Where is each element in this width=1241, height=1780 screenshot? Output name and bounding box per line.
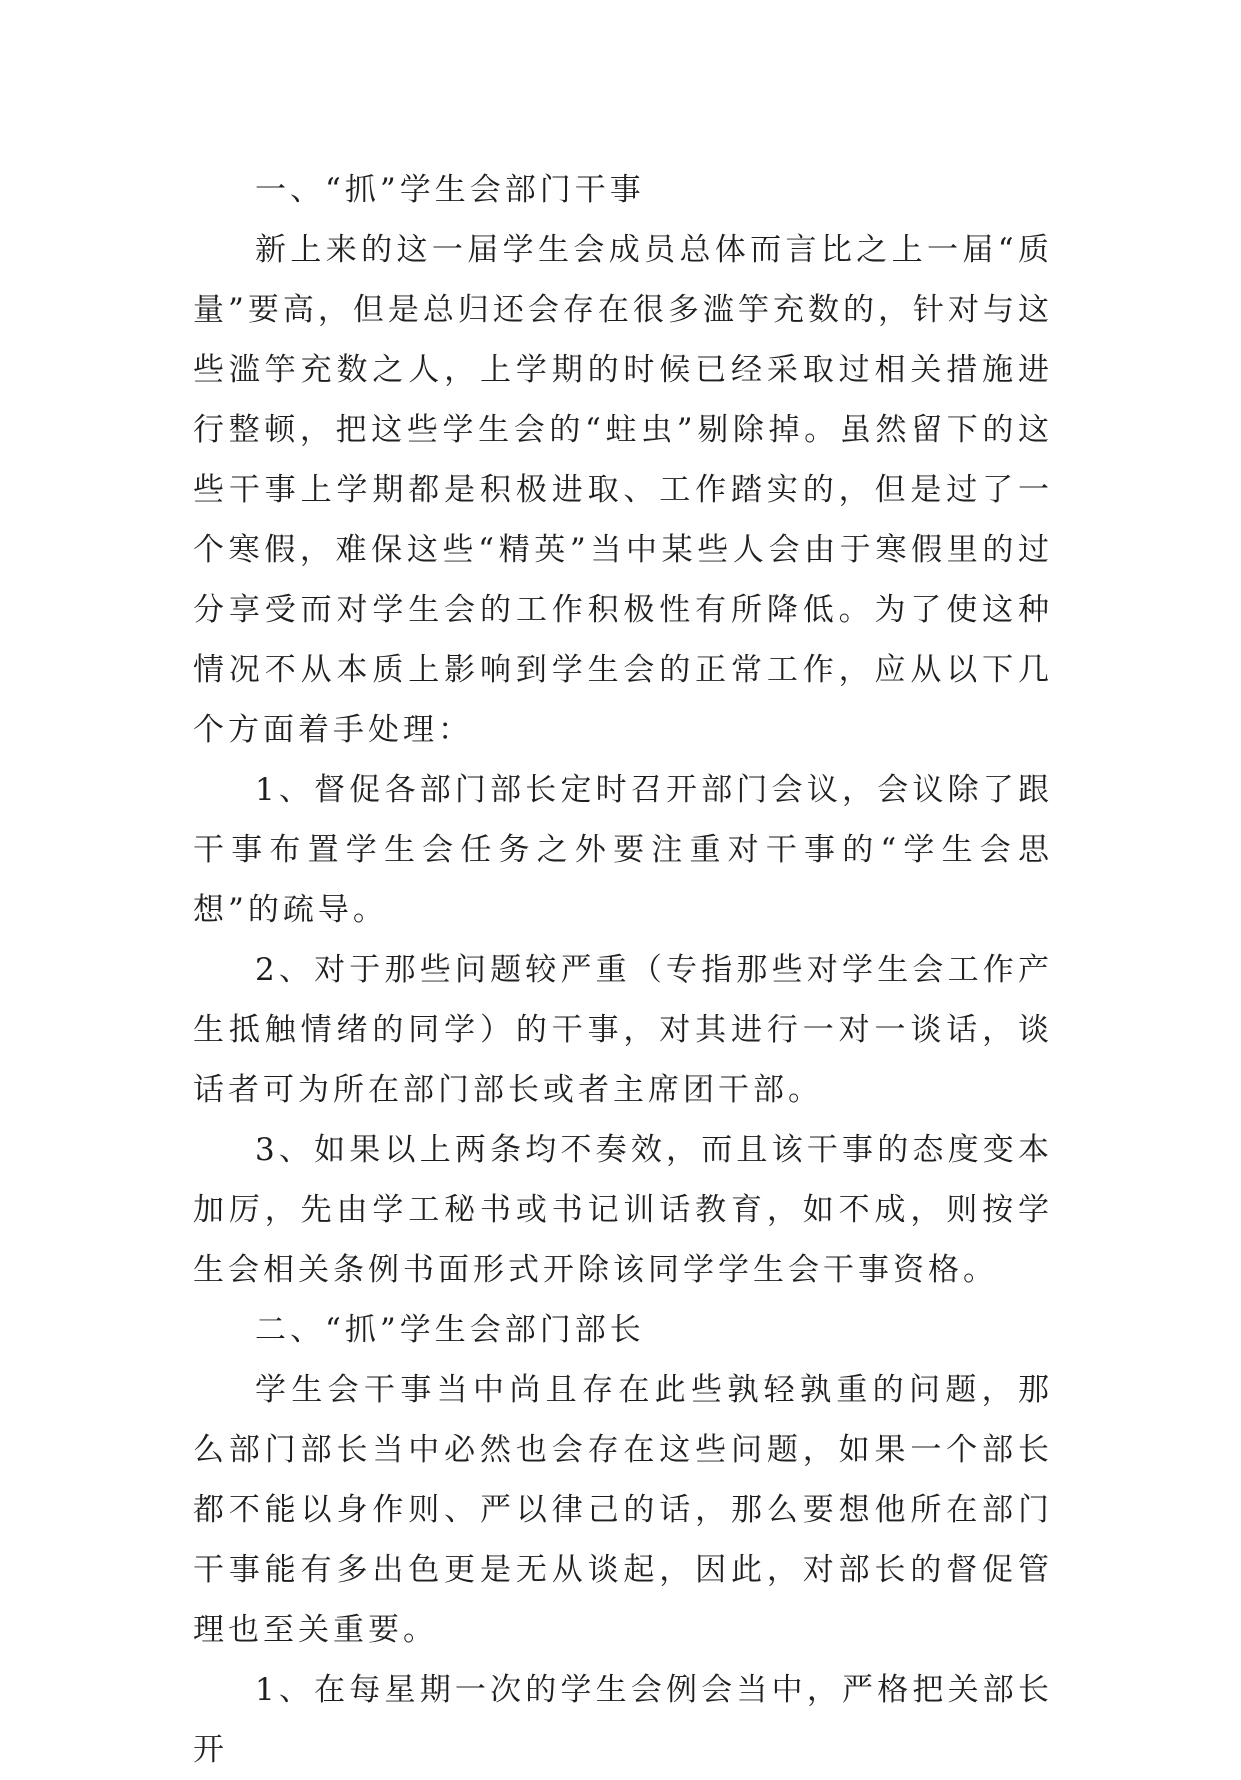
paragraph-intro: 新上来的这一届学生会成员总体而言比之上一届“质量”要高，但是总归还会存在很多滥竽充数的，针对与这些滥竽充数之人，上学期的时候已经采取过相关措施进行整顿，把这些学生会的“蛀虫”剔除掉。虽然留下的这些干事上学期都是积极进取、工作踏实的，但是过了一个寒假，难保这些“精英”当中某些人会由于寒假里的过分享受而对学生会的工作积极性有所降低。为了使这种情况不从本质上影响到学生会的正常工作，应从以下几个方面着手处理：	[193, 232, 1053, 748]
list-item-3: 3、如果以上两条均不奏效，而且该干事的态度变本加厉，先由学工秘书或书记训话教育，如不成，则按学生会相关条例书面形式开除该同学学生会干事资格。	[193, 1132, 1053, 1288]
list-item-1: 1、督促各部门部长定时召开部门会议，会议除了跟干事布置学生会任务之外要注重对干事的“学生会思想”的疏导。	[193, 772, 1053, 928]
list-item-section-2-1: 1、在每星期一次的学生会例会当中，严格把关部长开	[193, 1672, 1053, 1768]
section-heading-2: 二、“抓”学生会部门部长	[255, 1312, 645, 1348]
document-body	[193, 160, 1053, 1780]
paragraph-section-2: 学生会干事当中尚且存在此些孰轻孰重的问题，那么部门部长当中必然也会存在这些问题，如果一个部长都不能以身作则、严以律己的话，那么要想他所在部门干事能有多出色更是无从谈起，因此，对部长的督促管理也至关重要。	[193, 1372, 1053, 1648]
section-heading-1: 一、“抓”学生会部门干事	[255, 172, 645, 208]
list-item-2: 2、对于那些问题较严重（专指那些对学生会工作产生抵触情绪的同学）的干事，对其进行一对一谈话，谈话者可为所在部门部长或者主席团干部。	[193, 952, 1053, 1108]
